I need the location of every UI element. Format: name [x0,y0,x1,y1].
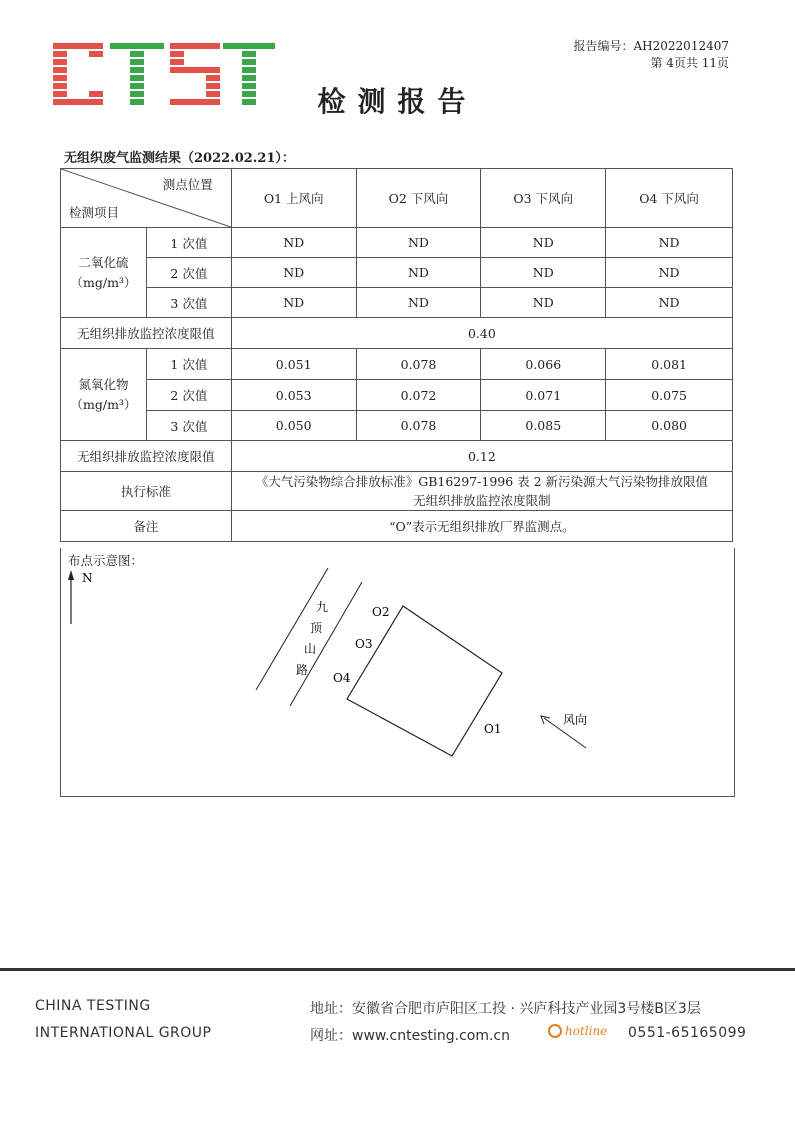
company-website: 网址：www.cntesting.com.cn [310,1028,510,1044]
road-char: 九 [316,600,329,614]
standard-value [231,472,732,511]
company-address: 地址：安徽省合肥市庐阳区工投 · 兴庐科技产业园3号楼B区3层 [310,1001,701,1017]
row-label: 2 次值 [146,380,231,411]
table-cell: 0.050 [231,411,356,441]
table-row [61,511,733,542]
table-cell: 0.080 [606,411,733,441]
table-row [61,228,733,258]
column-header: O1 上风向 [231,169,356,228]
so2-name-cell [61,228,147,318]
row-label: 3 次值 [146,411,231,441]
company-name-en-line2: INTERNATIONAL GROUP [35,1025,212,1041]
column-header: O2 下风向 [356,169,481,228]
table-cell: ND [356,228,481,258]
table-cell: 0.075 [606,380,733,411]
row-label: 1 次值 [146,349,231,380]
table-cell: ND [606,258,733,288]
phone-icon [548,1024,562,1038]
table-header-row [61,169,733,228]
table-row [61,258,733,288]
hotline-number: 0551-65165099 [628,1025,747,1041]
road-char: 顶 [310,621,323,635]
standard-line-1: 《大气污染物综合排放标准》GB16297-1996 表 2 新污染源大气污染物排放限值 [255,474,709,489]
table-cell: 0.081 [606,349,733,380]
nox-unit: （mg/m³） [70,396,137,412]
so2-unit: （mg/m³） [70,274,137,290]
section-title: 无组织废气监测结果（2022.02.21）： [64,151,295,166]
standard-line-2: 无组织排放监控浓度限制 [413,493,551,508]
nox-limit-value: 0.12 [231,441,732,472]
so2-limit-label: 无组织排放监控浓度限值 [61,318,232,349]
company-name-en-line1: CHINA TESTING [35,998,151,1014]
point-o3: O3 [355,637,373,651]
table-cell: ND [606,228,733,258]
table-cell: ND [481,228,606,258]
table-row [61,318,733,349]
hotline-label: hotline [565,1024,608,1038]
so2-limit-value: 0.40 [231,318,732,349]
standard-label: 执行标准 [61,472,232,511]
table-row [61,441,733,472]
table-cell: 0.078 [356,349,481,380]
corner-top-label: 测点位置 [162,177,213,192]
point-o1: O1 [484,722,502,736]
wind-label: 风向 [563,713,588,727]
corner-cell [61,169,232,228]
row-label: 3 次值 [146,288,231,318]
so2-name: 二氧化硫 [78,254,129,270]
row-label: 2 次值 [146,258,231,288]
map-title: 布点示意图： [68,553,144,568]
table-cell: ND [356,288,481,318]
page-count: 第 4页共 11页 [650,56,729,70]
table-cell: 0.051 [231,349,356,380]
table-row [61,472,733,511]
point-o4: O4 [333,671,351,685]
table-row [61,380,733,411]
footer-divider [0,968,795,971]
table-cell: ND [606,288,733,318]
table-cell: ND [231,258,356,288]
column-header: O3 下风向 [481,169,606,228]
results-table [60,168,733,542]
road-char: 路 [296,663,309,677]
table-row [61,411,733,441]
row-label: 1 次值 [146,228,231,258]
table-cell: ND [481,288,606,318]
sampling-layout-diagram [60,548,733,796]
nox-limit-label: 无组织排放监控浓度限值 [61,441,232,472]
table-cell: ND [231,288,356,318]
table-cell: 0.072 [356,380,481,411]
page-title: 检测报告 [317,85,478,118]
north-arrow-icon [68,570,74,624]
nox-name-cell [61,349,147,441]
remark-value: “O”表示无组织排放厂界监测点。 [231,511,732,542]
corner-bottom-label: 检测项目 [69,205,120,220]
table-cell: 0.053 [231,380,356,411]
remark-label: 备注 [61,511,232,542]
hotline-group [548,1024,607,1038]
column-header: O4 下风向 [606,169,733,228]
table-cell: ND [356,258,481,288]
north-label: N [82,571,93,585]
point-o2: O2 [372,605,390,619]
road-char: 山 [304,642,317,656]
factory-boundary [347,606,502,756]
table-cell: ND [481,258,606,288]
report-number: 报告编号：AH2022012407 [573,39,729,53]
table-row [61,288,733,318]
table-cell: 0.078 [356,411,481,441]
table-row [61,349,733,380]
report-info [574,38,729,72]
table-cell: ND [231,228,356,258]
nox-name: 氮氧化物 [78,376,129,392]
table-cell: 0.085 [481,411,606,441]
table-cell: 0.066 [481,349,606,380]
table-cell: 0.071 [481,380,606,411]
